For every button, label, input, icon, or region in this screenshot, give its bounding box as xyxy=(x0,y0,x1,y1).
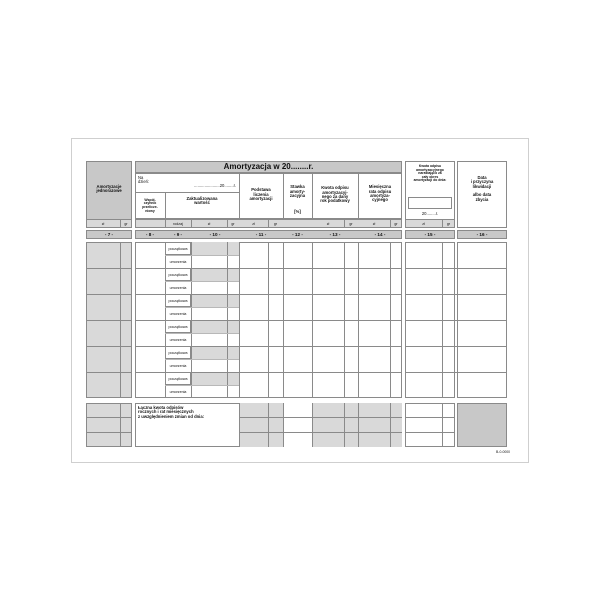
summary-col-15 xyxy=(405,403,455,447)
colnum-16: - 16 - xyxy=(476,232,488,237)
colnum-11: - 11 - xyxy=(255,232,267,237)
col-15-date: 20........r. xyxy=(421,211,439,216)
row-1-umorzenia: umorzenia xyxy=(169,259,187,264)
colnum-13: - 13 - xyxy=(329,232,341,237)
col-14-gr: gr xyxy=(394,221,398,226)
row-2-umorzenia: umorzenia xyxy=(169,285,187,290)
colnum-7: - 7 - xyxy=(104,232,114,237)
row-1-poczatkowa: początkowa xyxy=(165,242,191,255)
col-15-gr: gr xyxy=(446,221,451,226)
row-2-poczatkowa: początkowa xyxy=(165,268,191,281)
col-11-zl: zł xyxy=(252,221,255,226)
row-5-poczatkowa: początkowa xyxy=(165,346,191,359)
col-10-gr: gr xyxy=(231,221,235,226)
summary-col-16 xyxy=(457,403,507,447)
summary-col-7 xyxy=(86,403,132,447)
row-3-umorzenia: umorzenia xyxy=(169,311,187,316)
col-9-10-title: Zaktualizowana wartość xyxy=(186,195,218,205)
col-13-gr: gr xyxy=(349,221,353,226)
col-8-title: Współ- czynnik przelicze- niowy xyxy=(142,197,158,213)
summary-label: Łączna kwota odpisów rocznych i rat miesięcznych z uwzględnieniem zmian od dnia: xyxy=(138,405,205,419)
main-title: Amortyzacja w 20........r. xyxy=(223,161,314,171)
col-7-zl: zł xyxy=(101,221,105,226)
col-16-title: Data i przyczyna likwidacji albo data zbycia xyxy=(470,174,494,202)
col-9-rodzaj: rodzaj xyxy=(173,221,183,226)
row-3-poczatkowa: początkowa xyxy=(165,294,191,307)
col-14-zl: zł xyxy=(372,221,376,226)
col-7-title: Amortyzacje jednorazowe xyxy=(96,183,122,193)
colnum-9: - 9 - xyxy=(173,232,183,237)
colnum-12: - 12 - xyxy=(292,232,303,237)
na-dzien-label: Na dzień: xyxy=(138,175,150,185)
col-10-zl: zł xyxy=(207,221,211,226)
colnum-14: - 14 - xyxy=(374,232,386,237)
col-7-gr: gr xyxy=(124,221,128,226)
colnum-15: - 15 - xyxy=(424,232,436,237)
col-13-title: Kwota odpisu amortyzacyj- nego za dany rok podatkowy xyxy=(320,185,350,204)
na-dzien-value: ......................20........r. xyxy=(194,183,236,188)
col-12-unit: [%] xyxy=(294,208,301,214)
row-6-umorzenia: umorzenia xyxy=(169,389,187,394)
col-15-date-box xyxy=(408,197,452,209)
col-11-gr: gr xyxy=(273,221,278,226)
row-4-umorzenia: umorzenia xyxy=(169,337,187,342)
col-11-title: Podstawa liczenia amortyzacji xyxy=(249,187,273,202)
row-5-umorzenia: umorzenia xyxy=(169,363,187,368)
col-13-zl: zł xyxy=(326,221,330,226)
col-12-title: Stawka amorty- zacyjna xyxy=(289,184,306,199)
row-4-poczatkowa: początkowa xyxy=(165,320,191,333)
colnum-8: - 8 - xyxy=(145,232,155,237)
form-sheet xyxy=(71,138,529,463)
row-6-poczatkowa: początkowa xyxy=(165,372,191,385)
form-code: B-0-0000 xyxy=(496,450,510,454)
col-15-zl: zł xyxy=(422,221,425,226)
col-14-title: Miesięczna rata odpisu amortyza- cyjnego xyxy=(368,184,392,203)
colnum-10: - 10 - xyxy=(209,232,221,237)
col-15-title: Kwota odpisu amortyzacyjnego narastająco za cały okres amortyzacji do dnia: xyxy=(413,164,447,183)
